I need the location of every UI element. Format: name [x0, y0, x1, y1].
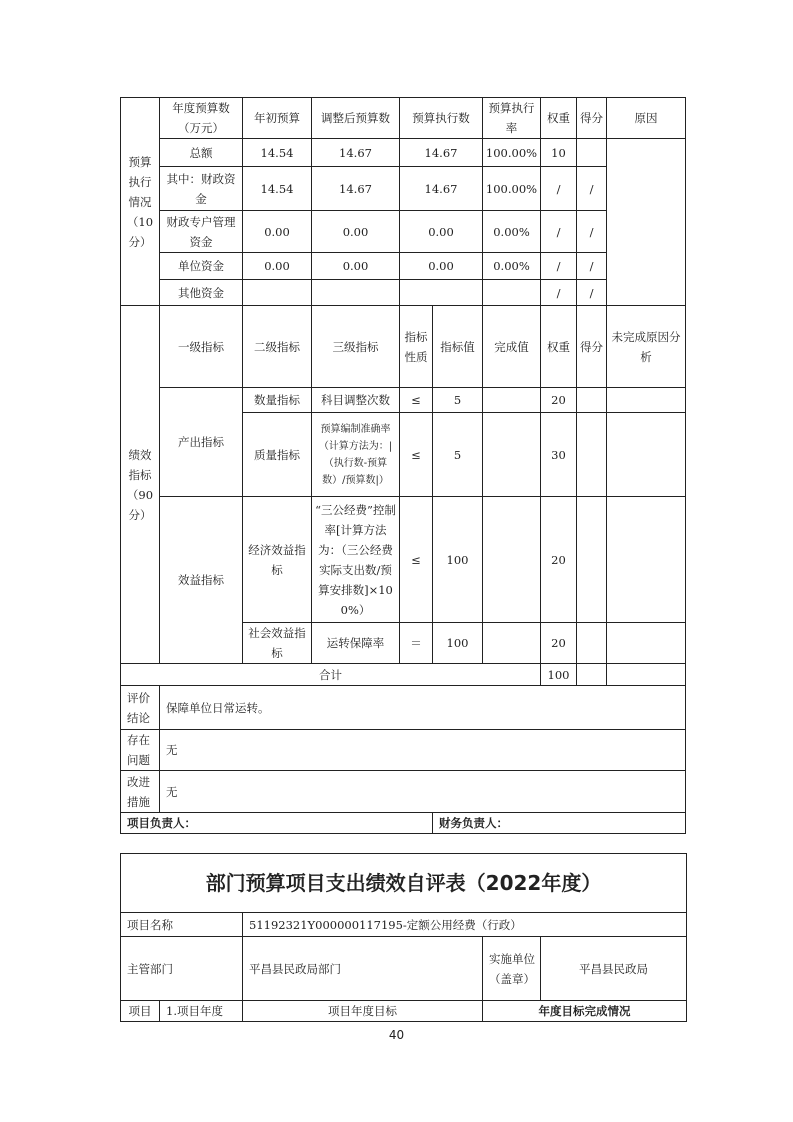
- cell: /: [577, 280, 607, 306]
- total-weight: 100: [541, 664, 577, 686]
- cell: 科目调整次数: [312, 388, 400, 413]
- cell: [483, 280, 541, 306]
- cell: 20: [541, 623, 577, 664]
- cell: 20: [541, 497, 577, 623]
- header: 指标值: [433, 306, 483, 388]
- cell: [312, 280, 400, 306]
- cell: /: [541, 211, 577, 253]
- goal-label: 项目年度目标: [243, 1001, 483, 1022]
- cell: 100: [433, 497, 483, 623]
- cell: 0.00: [312, 253, 400, 280]
- cell: [483, 497, 541, 623]
- cell: ≤: [400, 413, 433, 497]
- cell: 0.00: [243, 253, 312, 280]
- header: 得分: [577, 98, 607, 139]
- cell: 14.54: [243, 167, 312, 211]
- header: 三级指标: [312, 306, 400, 388]
- cell: 预算编制准确率（计算方法为：|（执行数-预算数）/预算数|）: [312, 413, 400, 497]
- cell: 14.54: [243, 139, 312, 167]
- cell: 0.00%: [483, 211, 541, 253]
- header: 预算执行率: [483, 98, 541, 139]
- header: 权重: [541, 306, 577, 388]
- cell: 0.00%: [483, 253, 541, 280]
- cell: [607, 388, 686, 413]
- cell: /: [541, 167, 577, 211]
- evaluation-label: 评价结论: [121, 686, 160, 730]
- cell: 5: [433, 388, 483, 413]
- unit: 平昌县民政局: [541, 937, 687, 1001]
- completion-label: 年度目标完成情况: [483, 1001, 687, 1022]
- problems-text: 无: [160, 730, 686, 771]
- cell: /: [577, 167, 607, 211]
- problems-label: 存在问题: [121, 730, 160, 771]
- row-name: 其中：财政资金: [160, 167, 243, 211]
- cell: 14.67: [400, 167, 483, 211]
- cell: [607, 413, 686, 497]
- header: 原因: [607, 98, 686, 139]
- total-label: 合计: [121, 664, 541, 686]
- project-name: 51192321Y000000117195-定额公用经费（行政）: [243, 913, 687, 937]
- cell: [607, 664, 686, 686]
- finance-lead: 财务负责人：: [433, 813, 686, 834]
- row-name: 总额: [160, 139, 243, 167]
- header: 未完成原因分析: [607, 306, 686, 388]
- cell: [577, 664, 607, 686]
- cell: 经济效益指标: [243, 497, 312, 623]
- improvements-text: 无: [160, 771, 686, 813]
- header: 二级指标: [243, 306, 312, 388]
- year-label: 1.项目年度: [160, 1001, 243, 1022]
- dept: 平昌县民政局部门: [243, 937, 483, 1001]
- cell: 0.00: [400, 253, 483, 280]
- cell: [607, 623, 686, 664]
- reason-cell: [607, 139, 686, 306]
- row-name: 单位资金: [160, 253, 243, 280]
- cell: 14.67: [312, 139, 400, 167]
- cell: /: [541, 280, 577, 306]
- cell: [577, 623, 607, 664]
- cell: /: [541, 253, 577, 280]
- header: 调整后预算数: [312, 98, 400, 139]
- dept-label: 主管部门: [121, 937, 243, 1001]
- cell: 20: [541, 388, 577, 413]
- cell: [607, 497, 686, 623]
- unit-label: 实施单位（盖章）: [483, 937, 541, 1001]
- cell: [577, 413, 607, 497]
- cell: 14.67: [312, 167, 400, 211]
- cell: 运转保障率: [312, 623, 400, 664]
- cell: 5: [433, 413, 483, 497]
- perf-section-label: 绩效指标（90分）: [121, 306, 160, 664]
- cell: [483, 413, 541, 497]
- cell: ≤: [400, 497, 433, 623]
- cell: “三公经费”控制率[计算方法为：（三公经费实际支出数/预算安排数]×100%）: [312, 497, 400, 623]
- header: 预算执行数: [400, 98, 483, 139]
- budget-performance-table: [120, 97, 686, 834]
- cell: [577, 497, 607, 623]
- cell: 100: [433, 623, 483, 664]
- cell: [400, 280, 483, 306]
- cell: 0.00: [243, 211, 312, 253]
- cell: 10: [541, 139, 577, 167]
- header: 权重: [541, 98, 577, 139]
- header: 一级指标: [160, 306, 243, 388]
- cell: 100.00%: [483, 167, 541, 211]
- level1-benefit: 效益指标: [160, 497, 243, 664]
- cell: /: [577, 211, 607, 253]
- cell: 14.67: [400, 139, 483, 167]
- header: 指标性质: [400, 306, 433, 388]
- cell: /: [577, 253, 607, 280]
- cell: [243, 280, 312, 306]
- header: 完成值: [483, 306, 541, 388]
- row-name: 财政专户管理资金: [160, 211, 243, 253]
- header: 得分: [577, 306, 607, 388]
- self-evaluation-form: [120, 853, 687, 1022]
- cell: 质量指标: [243, 413, 312, 497]
- cell: 0.00: [312, 211, 400, 253]
- row-name: 其他资金: [160, 280, 243, 306]
- header: 年初预算: [243, 98, 312, 139]
- budget-section-label: 预算执行情况（10分）: [121, 98, 160, 306]
- evaluation-text: 保障单位日常运转。: [160, 686, 686, 730]
- cell: [483, 623, 541, 664]
- page-number: 40: [388, 1028, 405, 1042]
- cell: ＝: [400, 623, 433, 664]
- cell: 数量指标: [243, 388, 312, 413]
- cell: 社会效益指标: [243, 623, 312, 664]
- project-lead: 项目负责人：: [121, 813, 433, 834]
- cell: 30: [541, 413, 577, 497]
- header: 年度预算数（万元）: [160, 98, 243, 139]
- cell: [577, 388, 607, 413]
- cell: ≤: [400, 388, 433, 413]
- project-name-label: 项目名称: [121, 913, 243, 937]
- form-title: 部门预算项目支出绩效自评表（2022年度）: [121, 854, 687, 913]
- cell: 0.00: [400, 211, 483, 253]
- cell: [483, 388, 541, 413]
- improvements-label: 改进措施: [121, 771, 160, 813]
- row-label: 项目: [121, 1001, 160, 1022]
- level1-output: 产出指标: [160, 388, 243, 497]
- cell: [577, 139, 607, 167]
- cell: 100.00%: [483, 139, 541, 167]
